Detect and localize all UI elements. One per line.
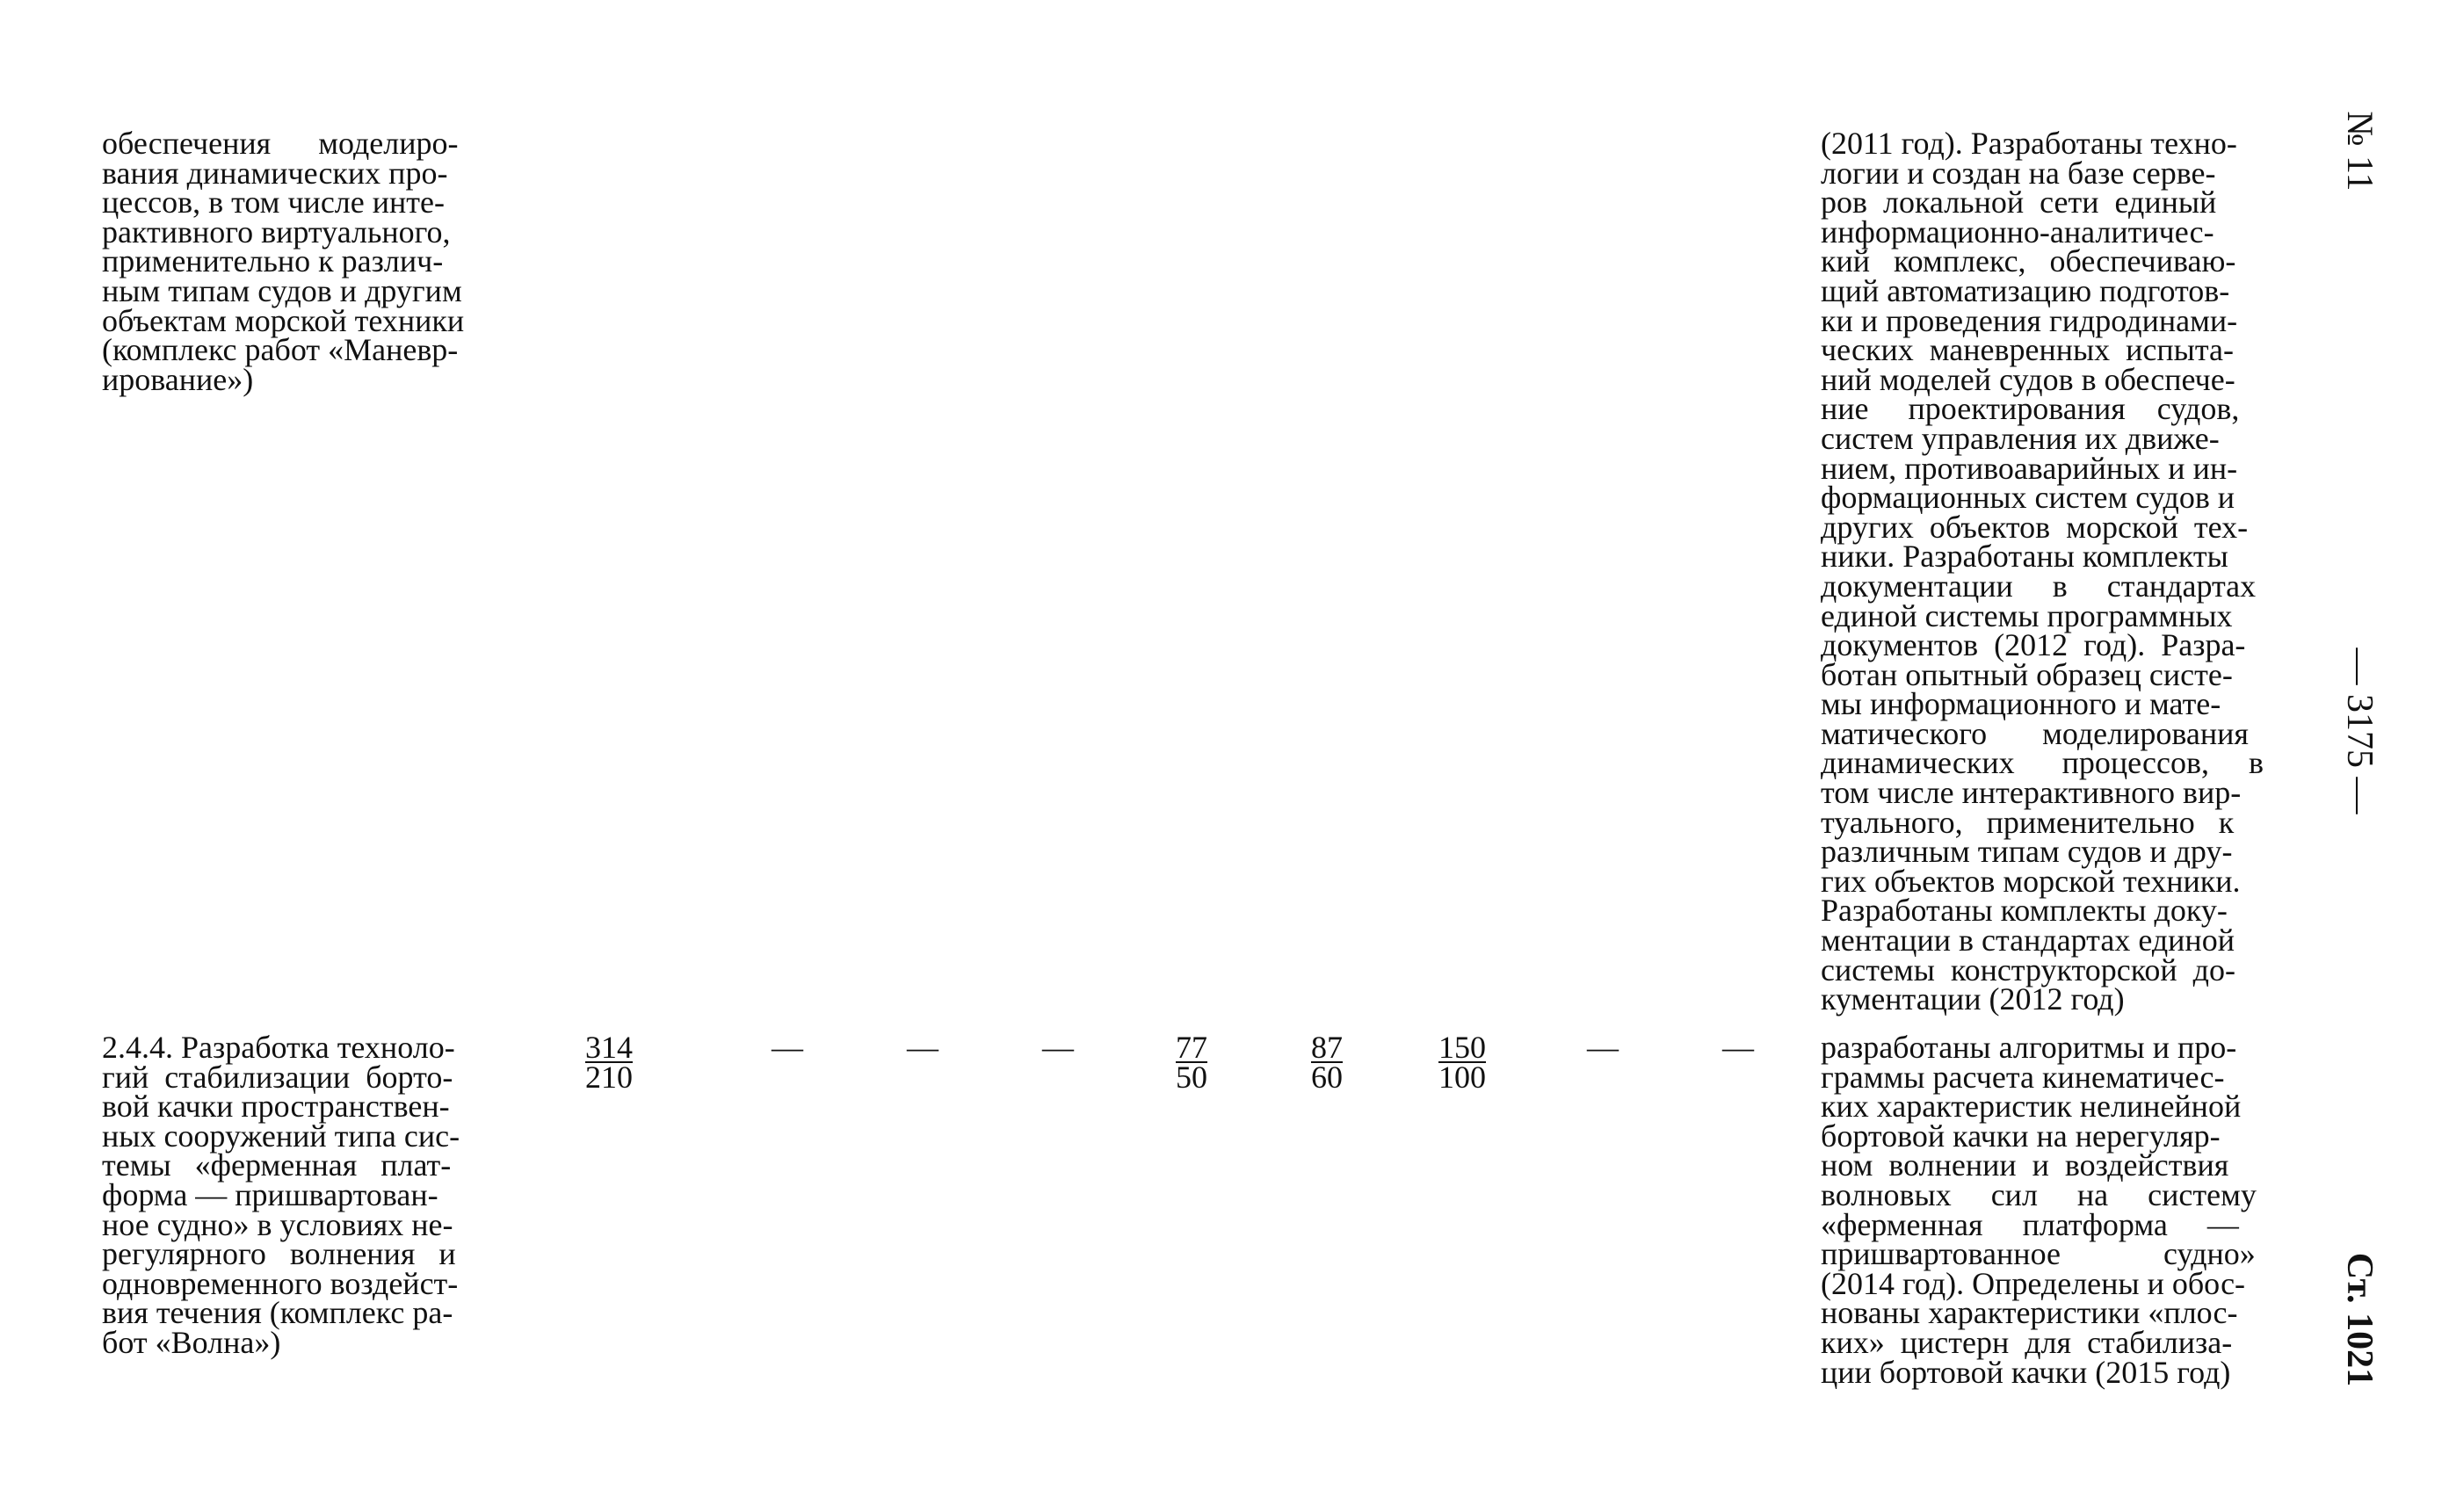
cell-year-c — [1438, 1030, 1486, 1095]
page-number: — 3175 — — [2339, 647, 2380, 814]
continued-row-result: (2011 год). Разработаны техно- логии и создан на базе серве- ров локальной сети единый информационно-аналитичес- кий комплекс, обеспечиваю- щий автоматизацию подготов- ки и проведения гидродинами- ческих маневренных испыта- ний моделей судов в обеспече- ние проектирования судов, систем управления их движе- нием, противоаварийных и ин- формационных систем судов и других объектов морской тех- ники. Разработаны комплекты документации в стандартах единой системы программных документов (2012 год). Разра- ботан опытный образец систе- мы информационного и мате- матического моделирования динамических процессов, в том числе интерактивного вир- туального, применительно к различным типам судов и дру- гих объектов морской техники. Разработаны комплекты доку- ментации в стандартах единой системы конструкторской до- кументации (2012 год) — [1821, 126, 2264, 1017]
fraction-denominator: 50 — [1176, 1059, 1207, 1095]
fraction-denominator: 60 — [1311, 1059, 1343, 1095]
cell-total — [585, 1030, 633, 1095]
cell-year-b — [1311, 1030, 1343, 1095]
fraction-denominator: 100 — [1438, 1059, 1486, 1095]
row-result-2-4-4: разработаны алгоритмы и про- граммы расчета кинематичес- ких характеристик нелинейной бортовой качки на нерегуляр- ном волнении и воздействия волновых сил на систему «ферменная платформа — пришвартованное судно» (2014 год). Определены и обос- нованы характеристики «плос- ких» цистерн для стабилиза- ции бортовой качки (2015 год) — [1821, 1030, 2257, 1390]
fraction-numerator: 314 — [585, 1030, 633, 1065]
continued-row-title: обеспечения моделиро- вания динамических про- цессов, в том числе инте- рактивного виртуального, применительно к различ- ным типам судов и другим объектам морской техники (комплекс работ «Маневр- ирование») — [102, 126, 465, 397]
fraction-b — [1311, 1030, 1343, 1095]
cell-empty-dash: — — [1587, 1030, 1619, 1065]
cell-empty-dash: — — [1042, 1030, 1074, 1065]
fraction-total — [585, 1030, 633, 1095]
fraction-c — [1438, 1030, 1486, 1095]
cell-empty-dash: — — [907, 1030, 938, 1065]
fraction-numerator: 87 — [1311, 1030, 1343, 1065]
fraction-a — [1176, 1030, 1207, 1095]
fraction-numerator: 77 — [1176, 1030, 1207, 1065]
cell-empty-dash: — — [772, 1030, 803, 1065]
issue-number: № 11 — [2339, 111, 2380, 192]
cell-year-a — [1176, 1030, 1207, 1095]
cell-empty-dash: — — [1722, 1030, 1754, 1065]
fraction-denominator: 210 — [585, 1059, 633, 1095]
article-number: Ст. 1021 — [2339, 1252, 2380, 1387]
fraction-numerator: 150 — [1438, 1030, 1486, 1065]
row-title-2-4-4: 2.4.4. Разработка техноло- гий стабилизации борто- вой качки пространствен- ных сооружений типа сис- темы «ферменная плат- форма — пришвартован- ное судно» в условиях не- регулярного волнения и одновременного воздейст- вия течения (комплекс ра- бот «Волна») — [102, 1030, 460, 1360]
